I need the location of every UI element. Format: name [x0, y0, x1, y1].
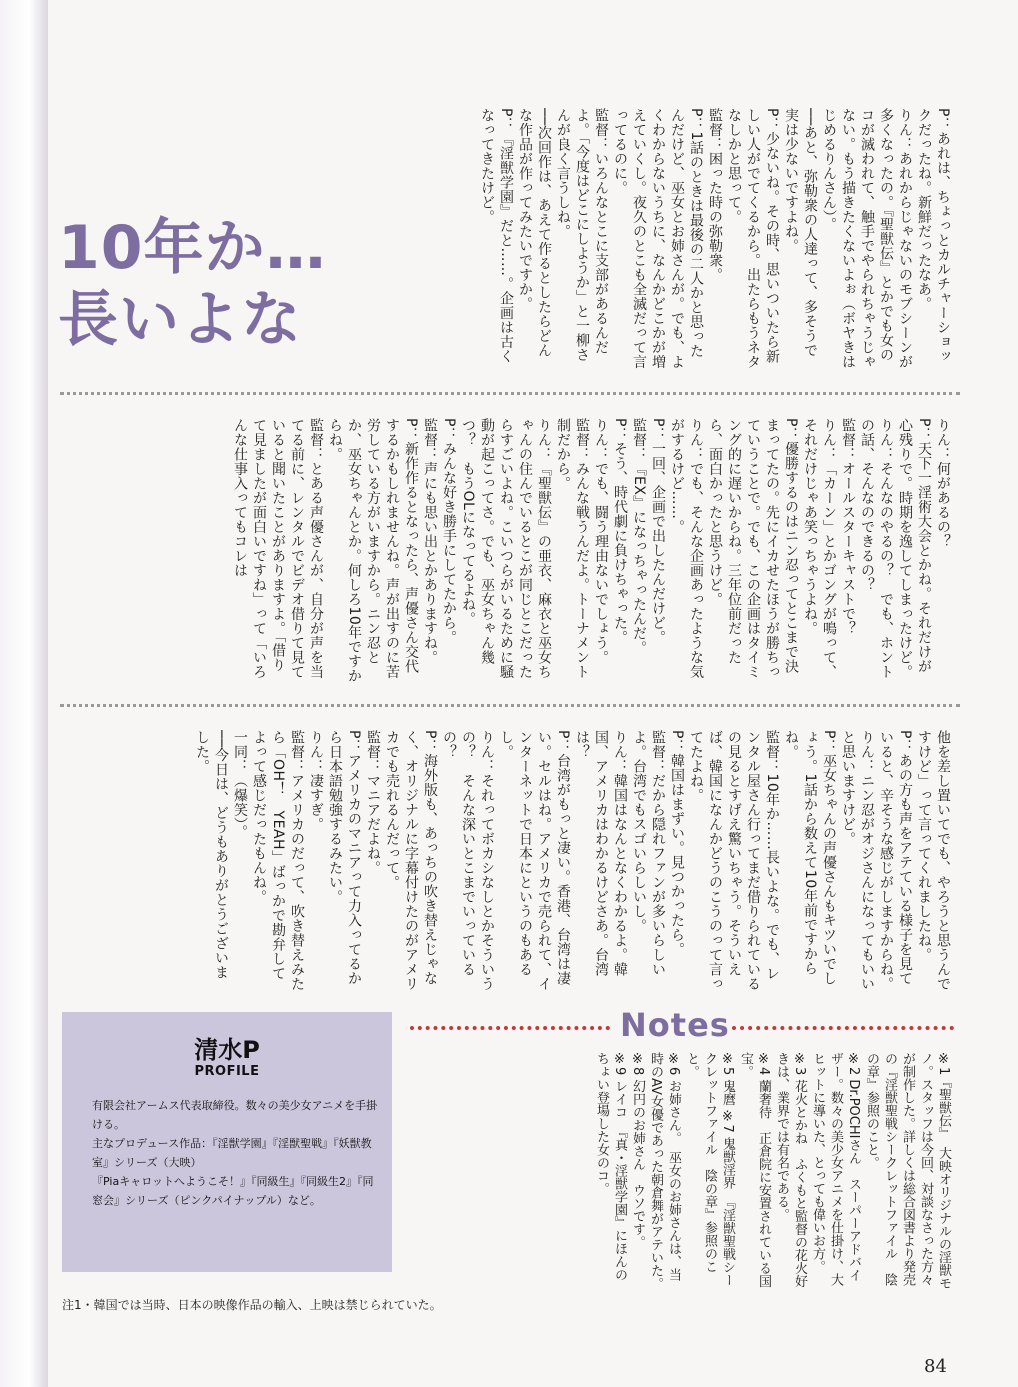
notes-title: Notes: [620, 1006, 730, 1044]
dialogue-line: P：1話のときは最後の二人かと思ったんだけど、巫女とお姉さんが。でも、よくわからないうちに、なんかどこかが増えていくし。夜久のとこも全滅だって言ってるのに。: [612, 108, 704, 369]
dotted-divider: [60, 392, 960, 395]
dialogue-line: りん：「カーン」とかゴングが鳴って、それだけじゃあ笑っちゃうよね。: [802, 418, 837, 679]
dialogue-line: 一同：（爆笑）。: [232, 730, 248, 839]
dialogue-line: P：天下一淫術大会とかね。それだけが心残りで。時期を逸してしまったけど。: [897, 418, 932, 679]
note-item: ※3 花火とかね ふくもと監督の花火好きは、業界では有名である。: [774, 1052, 807, 1288]
dialogue-line: りん：ニン忍がオジさんになってもいいと思いますけど。: [840, 730, 875, 991]
dialogue-line: P：『淫獣学園』だと……。企画は古くなってきたけど。: [479, 108, 514, 364]
note-item: ※1『聖獣伝』 大映オリジナルの淫獣モノ。スタッフは今回、対談なさった方々が制作した。詳しくは総合図書より発売の『淫獣聖戦シークレットファイル 陰の章』参照のこと。: [864, 1052, 951, 1290]
dialogue-line: 監督：オールスターキャストで？: [840, 418, 856, 636]
profile-line: 主なプロデュース作品：『淫獣学園』『淫獣聖戦』『妖獣教室』シリーズ（大映）: [92, 1137, 372, 1169]
dialogue-line: P：新作作るとなったら、声優さん交代するかもしれませんね。声が出すのに苦労している方がいますから。ニン忍とか、巫女ちゃんとか。何しろ10年ですからね。: [327, 418, 419, 684]
dialogue-line: P：巫女ちゃんの声優さんもキツいでしょう。1話から数えて10年前ですからね。: [783, 730, 837, 986]
headline-line-2: 長いよな: [58, 285, 302, 355]
interview-section-1: [406, 108, 952, 372]
dotted-divider: [60, 704, 960, 707]
dialogue-line: 監督：10年か……長いよな。でも、レンタル屋さん行ってまだ借りられているの見るとすげえ驚いちゃう。そういえば、韓国になんかどうのこうのって言ってたよね。: [688, 730, 780, 991]
dialogue-line: P：あの方も声をアテている様子を見ていると、辛そうな感じがしますからね。: [878, 730, 913, 991]
note-item: ※8 幻円のお姉さん ウソです。: [630, 1052, 645, 1249]
profile-body: [92, 1096, 378, 1210]
dialogue-line: ──今日は、どうもありがとうございました。: [194, 730, 229, 980]
headline-line-1: 10年か…: [58, 213, 327, 283]
dialogue-line: りん：そんなのやるの？ でも、ホントの話、そんなのできるの？: [859, 418, 894, 679]
dialogue-line: りん：あれからじゃないのモブシーンが多くなったの。『聖獣伝』とかでも女のコが滅われて、触手でやられちゃうじゃない。もう描きたくないよぉ（ボヤきはじめるりんさん）。: [821, 108, 913, 369]
dialogue-line: P：少ないね。その時、思いついたら新しい人がでてくるから。出たらもうネタなしかと思って。: [726, 108, 780, 369]
dialogue-line: 他を差し置いてでも、やろうと思うんですけど」って言ってくれましたね。: [916, 730, 951, 991]
notes-dots-right: [732, 1026, 954, 1030]
note-item: ※2 Dr.POCHIさん スーパーアドバイザー。数々の美少女アニメを仕掛け、大ヒットに導いた、とっても偉いお方。: [810, 1052, 861, 1286]
dialogue-line: P：台湾がもっと凄い。香港、台湾は凄い。セルはね。アメリカで売られて、インターネットで日本にというのもあるし。: [498, 730, 571, 991]
page-number: 84: [924, 1356, 947, 1377]
dialogue-line: 監督：みんな戦うんだよ。トーナメント制だから。: [555, 418, 590, 679]
dialogue-line: 監督：だから隠れファンが多いらしいよ。台湾でもスゴいらしいし。: [631, 730, 666, 977]
notes-list: [404, 1052, 952, 1292]
headline: [58, 212, 378, 356]
profile-subtitle: PROFILE: [194, 1064, 260, 1079]
note-item: ※6 お姉さん。 巫女のお姉さんは、当時のAV女優であった朝倉舞がアテいた。: [648, 1052, 681, 1290]
dialogue-line: りん：凄すぎ。: [308, 730, 324, 832]
dialogue-line: 監督：困った時の弥勒衆。: [707, 108, 723, 282]
dialogue-line: 監督：『EX』になっちゃったんだ。: [631, 418, 647, 655]
notes-header: [402, 1006, 962, 1046]
dialogue-line: りん：でも、そんな企画あったような気がするけど……。: [669, 418, 704, 679]
dialogue-line: P：そう、時代劇に負けちゃった。: [612, 418, 628, 645]
interview-section-3: [62, 730, 952, 992]
dialogue-line: P：海外版も、あっちの吹き替えじゃなく、オリジナルに字幕付けたのがアメリカでも売れるんだって。: [384, 730, 438, 991]
dialogue-line: 監督：いろんなとこに支部があるんだよ。「今度はどこにしようか」と一柳さんが良く言うしね。: [555, 108, 609, 362]
dialogue-line: ──次回作は、あえて作るとしたらどんな作品が作ってみたいですか。: [517, 108, 552, 358]
note-item: ※5 鬼麿 ※7 鬼獣淫界 『淫獣聖戦シークレットファイル 陰の章』参照のこと。: [684, 1052, 735, 1287]
notes-dots-left: [410, 1026, 610, 1030]
dialogue-line: りん：でも、闘う理由ないでしょう。: [593, 418, 609, 665]
book-spine: [0, 0, 48, 1387]
dialogue-line: りん：『聖獣伝』の亜衣、麻衣と巫女ちゃんの住んでいるとこが同じとこだったらすごいよね。こいつらがいるために騒動が起こってさ。でも、巫女ちゃん幾つ？ もうOLになってるよね。: [460, 418, 552, 679]
note-item: ※4 蘭奢待 正倉院に安置されている国宝。: [738, 1052, 771, 1288]
interview-section-2: [70, 418, 952, 686]
profile-line: 『Piaキャロットへようこそ！』『同級生』『同級生2』『同窓会』シリーズ（ピンクパイナップル）など。: [92, 1175, 374, 1207]
profile-name: 清水P: [194, 1036, 260, 1064]
dialogue-line: ──あと、弥勒衆の人達って、多そうで実は少ないですよね。: [783, 108, 818, 358]
dialogue-line: P：あれは、ちょっとカルチャーショックだったね。新鮮だったなあ。: [916, 108, 951, 364]
note-item: ※9 レイコ 『真・淫獣学園』にほんのちょい登場した女のコ。: [594, 1052, 627, 1281]
dialogue-line: 監督：マニアだよね。: [365, 730, 381, 875]
dialogue-line: 監督：アメリカのだって、吹き替えみたら「OH！ YEAH」ばっかで勘弁してよって感じだったもんね。: [251, 730, 305, 991]
dialogue-line: P：優勝するのはニン忍ってとこまで決まってたの。先にイカせたほうが勝ちっていうことで。でも、この企画はタイミング的に遅いからね。三年位前だったら、面白かったと思うけど。: [707, 418, 799, 679]
dialogue-line: りん：それってボカシなしとかそういうの？ そんな深いとこまでいっているの？: [441, 730, 495, 991]
profile-box: [62, 1012, 392, 1272]
dialogue-line: P：アメリカのマニアって力入ってるから日本語勉強するみたい。: [327, 730, 362, 986]
profile-line: 有限会社アームス代表取締役。数々の美少女アニメを手掛ける。: [92, 1099, 378, 1131]
dialogue-line: りん：韓国はなんとなくわかるよ。韓国、アメリカはわかるけどさあ。台湾は？: [574, 730, 628, 977]
footnote: 注1・韓国では当時、日本の映像作品の輸入、上映は禁じられていた。: [62, 1298, 442, 1312]
dialogue-line: P：一回、企画で出したんだけど。: [650, 418, 666, 645]
dialogue-line: P：韓国はまずい。見つかったら。: [669, 730, 685, 957]
dialogue-line: 監督：声にも思い出とかありますね。: [422, 418, 438, 665]
dialogue-line: りん：何があるの？: [935, 418, 951, 549]
dialogue-line: 監督：とある声優さんが、自分が声を当てる前に、レンタルでビデオ借りて見ていると聞いたことがありますよ。「借りて見ましたが面白いですね」って「いろんな仕事入ってもコレは: [232, 418, 324, 679]
dialogue-line: P：みんな好き勝手にしてたから。: [441, 418, 457, 645]
